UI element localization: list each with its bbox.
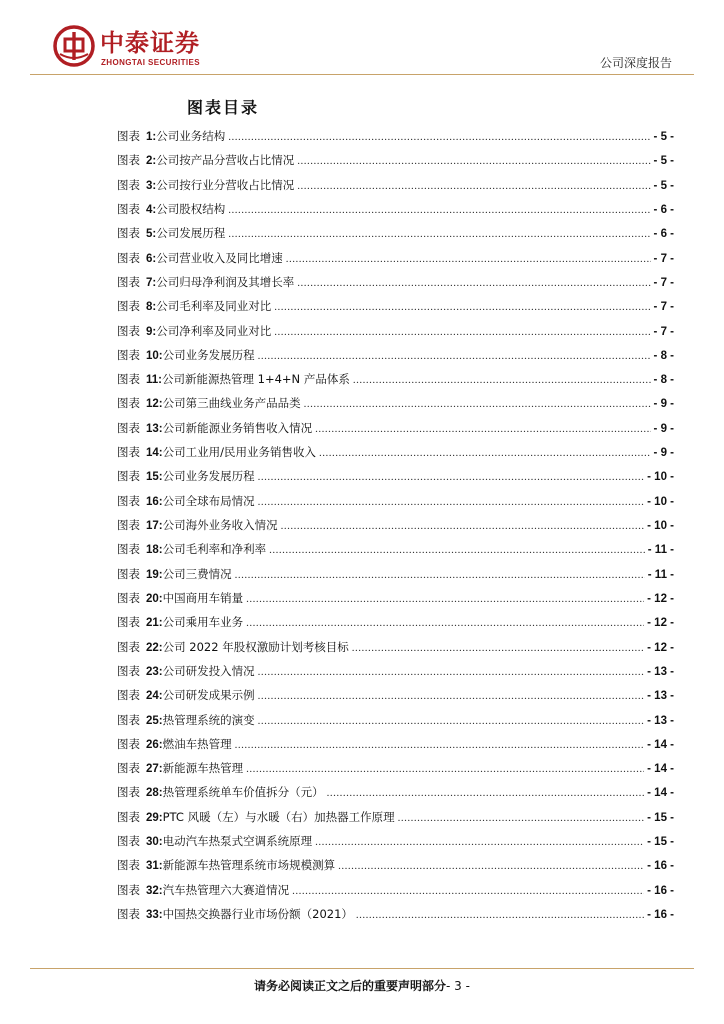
toc-entry-page: - 8 - bbox=[653, 374, 674, 387]
toc-entry-prefix: 图表 bbox=[117, 566, 140, 581]
toc-entry[interactable] bbox=[117, 736, 674, 760]
toc-entry-number: 9: bbox=[146, 325, 157, 338]
toc-entry-number: 12: bbox=[146, 398, 163, 411]
toc-entry-number: 31: bbox=[146, 860, 163, 873]
toc-entry-title: 汽车热管理六大赛道情况 bbox=[162, 882, 290, 897]
toc-entry-title: 公司按产品分营收占比情况 bbox=[156, 153, 295, 168]
toc-entry-number: 5: bbox=[146, 228, 157, 241]
toc-entry[interactable] bbox=[117, 712, 674, 736]
toc-entry-label bbox=[117, 857, 335, 874]
footer-notice: 请务必阅读正文之后的重要声明部分 bbox=[254, 979, 447, 993]
toc-entry[interactable] bbox=[117, 784, 674, 808]
toc-entry[interactable] bbox=[117, 517, 674, 541]
toc-entry-label bbox=[117, 371, 350, 388]
toc-entry-page: - 10 - bbox=[647, 471, 674, 484]
toc-entry-label bbox=[117, 444, 316, 461]
toc-entry-number: 27: bbox=[146, 763, 163, 776]
page-header bbox=[0, 0, 724, 80]
toc-dot-leader bbox=[398, 810, 645, 826]
toc-dot-leader bbox=[274, 299, 650, 315]
toc-entry-label bbox=[117, 906, 353, 923]
toc-entry[interactable] bbox=[117, 395, 674, 419]
toc-dot-leader bbox=[353, 372, 651, 388]
toc-entry-label bbox=[117, 590, 243, 607]
toc-entry-prefix: 图表 bbox=[117, 688, 140, 703]
toc-entry[interactable] bbox=[117, 541, 674, 565]
toc-entry[interactable] bbox=[117, 687, 674, 711]
toc-entry-title: PTC 风暖（左）与水暖（右）加热器工作原理 bbox=[162, 809, 395, 824]
toc-dot-leader bbox=[292, 883, 644, 899]
toc-dot-leader bbox=[269, 542, 645, 558]
toc-entry-page: - 12 - bbox=[647, 617, 674, 630]
toc-entry[interactable] bbox=[117, 566, 674, 590]
toc-entry-title: 燃油车热管理 bbox=[162, 736, 232, 751]
toc-entry-page: - 13 - bbox=[647, 665, 674, 678]
toc-entry-number: 21: bbox=[146, 617, 163, 630]
toc-entry-title: 公司业务发展历程 bbox=[162, 469, 255, 484]
toc-dot-leader bbox=[297, 178, 650, 194]
toc-entry-prefix: 图表 bbox=[117, 712, 140, 727]
toc-entry-number: 13: bbox=[146, 422, 163, 435]
toc-entry-label bbox=[117, 663, 255, 680]
toc-entry-title: 电动汽车热泵式空调系统原理 bbox=[162, 834, 313, 849]
toc-entry-page: - 5 - bbox=[653, 179, 674, 192]
toc-entry-title: 公司全球布局情况 bbox=[162, 493, 255, 508]
toc-entry-number: 19: bbox=[146, 568, 163, 581]
toc-entry-prefix: 图表 bbox=[117, 250, 140, 265]
toc-entry[interactable] bbox=[117, 882, 674, 906]
toc-entry-page: - 15 - bbox=[647, 811, 674, 824]
toc-entry-number: 29: bbox=[146, 811, 163, 824]
toc-entry[interactable] bbox=[117, 177, 674, 201]
toc-entry-number: 11: bbox=[146, 374, 162, 387]
toc-dot-leader bbox=[356, 907, 644, 923]
toc-entry-prefix: 图表 bbox=[117, 274, 140, 289]
header-divider bbox=[30, 74, 694, 75]
toc-entry-title: 公司研发成果示例 bbox=[162, 688, 255, 703]
toc-entry-page: - 9 - bbox=[653, 398, 674, 411]
brand-name-cn: 中泰证券 bbox=[100, 29, 200, 57]
toc-entry-label bbox=[117, 687, 255, 704]
toc-entry-label bbox=[117, 566, 232, 583]
toc-entry[interactable] bbox=[117, 444, 674, 468]
toc-heading: 图表目录 bbox=[187, 98, 260, 117]
toc-entry-prefix: 图表 bbox=[117, 226, 140, 241]
toc-dot-leader bbox=[228, 129, 650, 145]
toc-entry-title: 公司股权结构 bbox=[156, 201, 226, 216]
toc-entry-prefix: 图表 bbox=[117, 347, 140, 362]
toc-entry[interactable] bbox=[117, 639, 674, 663]
toc-entry-page: - 9 - bbox=[653, 447, 674, 460]
toc-entry-prefix: 图表 bbox=[117, 639, 140, 654]
toc-dot-leader bbox=[258, 688, 645, 704]
toc-entry-title: 公司 2022 年股权激励计划考核目标 bbox=[162, 639, 349, 654]
toc-entry-number: 32: bbox=[146, 884, 163, 897]
toc-entry-prefix: 图表 bbox=[117, 299, 140, 314]
toc-entry-prefix: 图表 bbox=[117, 907, 140, 921]
toc-dot-leader bbox=[246, 615, 644, 631]
toc-entry-prefix: 图表 bbox=[117, 809, 140, 824]
toc-dot-leader bbox=[258, 494, 645, 510]
toc-entry-page: - 15 - bbox=[647, 836, 674, 849]
toc-entry-prefix: 图表 bbox=[117, 834, 140, 849]
toc-entry-label bbox=[117, 201, 225, 218]
toc-entry-label bbox=[117, 736, 232, 753]
toc-entry-page: - 9 - bbox=[653, 422, 674, 435]
toc-dot-leader bbox=[304, 396, 651, 412]
toc-entry-title: 热管理系统的演变 bbox=[162, 712, 255, 727]
toc-entry-prefix: 图表 bbox=[117, 323, 140, 338]
toc-entry[interactable] bbox=[117, 274, 674, 298]
toc-entry-number: 7: bbox=[146, 276, 157, 289]
toc-entry-label bbox=[117, 420, 312, 437]
toc-entry-number: 24: bbox=[146, 690, 163, 703]
toc-entry-number: 14: bbox=[146, 447, 163, 460]
toc-entry-title: 新能源车热管理系统市场规模测算 bbox=[162, 858, 336, 873]
toc-entry-prefix: 图表 bbox=[117, 590, 140, 605]
toc-entry-title: 公司按行业分营收占比情况 bbox=[156, 177, 295, 192]
toc-entry-number: 23: bbox=[146, 665, 163, 678]
toc-entry-label bbox=[117, 833, 312, 850]
toc-entry-title: 公司毛利率和净利率 bbox=[162, 542, 267, 557]
toc-dot-leader bbox=[258, 713, 645, 729]
toc-entry-number: 33: bbox=[146, 909, 163, 921]
toc-entry-number: 1: bbox=[146, 131, 157, 143]
toc-entry-title: 热管理系统单车价值拆分（元） bbox=[162, 785, 324, 800]
toc-entry-page: - 14 - bbox=[647, 787, 674, 800]
toc-entry-page: - 6 - bbox=[653, 203, 674, 216]
toc-entry-number: 15: bbox=[146, 471, 163, 484]
toc-entry[interactable] bbox=[117, 225, 674, 249]
toc-entry-label bbox=[117, 274, 294, 291]
toc-dot-leader bbox=[258, 664, 645, 680]
toc-dot-leader bbox=[235, 567, 645, 583]
toc-entry-number: 4: bbox=[146, 203, 157, 216]
toc-entry[interactable] bbox=[117, 906, 674, 930]
toc-entry-title: 公司新能源业务销售收入情况 bbox=[162, 420, 313, 435]
toc-entry[interactable] bbox=[117, 833, 674, 857]
toc-dot-leader bbox=[281, 518, 645, 534]
toc-entry-number: 26: bbox=[146, 738, 163, 751]
toc-entry-title: 新能源车热管理 bbox=[162, 761, 244, 776]
toc-dot-leader bbox=[258, 469, 645, 485]
toc-entry-page: - 5 - bbox=[653, 155, 674, 168]
toc-dot-leader bbox=[258, 348, 651, 364]
toc-entry[interactable] bbox=[117, 760, 674, 784]
report-type-label: 公司深度报告 bbox=[599, 56, 672, 70]
toc-entry-number: 18: bbox=[146, 544, 163, 557]
toc-entry-label bbox=[117, 809, 395, 826]
toc-entry-label bbox=[117, 614, 243, 631]
toc-entry-prefix: 图表 bbox=[117, 445, 140, 460]
toc-entry-title: 公司研发投入情况 bbox=[162, 663, 255, 678]
toc-entry-label bbox=[117, 347, 255, 364]
toc-dot-leader bbox=[327, 785, 645, 801]
toc-dot-leader bbox=[338, 858, 644, 874]
toc-entry-page: - 6 - bbox=[653, 228, 674, 241]
toc-entry-label bbox=[117, 225, 225, 242]
toc-entry-title: 公司工业用/民用业务销售收入 bbox=[162, 445, 316, 460]
toc-entry[interactable] bbox=[117, 128, 674, 152]
toc-entry-page: - 16 - bbox=[647, 860, 674, 873]
toc-entry[interactable] bbox=[117, 614, 674, 638]
footer-divider bbox=[30, 968, 694, 969]
toc-entry-label bbox=[117, 760, 243, 777]
toc-entry-page: - 13 - bbox=[647, 714, 674, 727]
toc-entry-prefix: 图表 bbox=[117, 396, 140, 411]
toc-dot-leader bbox=[228, 226, 650, 242]
brand-name-en: ZHONGTAI SECURITIES bbox=[101, 58, 201, 67]
toc-entry-page: - 7 - bbox=[653, 276, 674, 289]
toc-entry[interactable] bbox=[117, 857, 674, 881]
toc-entry-label bbox=[117, 323, 271, 340]
toc-entry-page: - 14 - bbox=[647, 738, 674, 751]
toc-entry-number: 16: bbox=[146, 495, 163, 508]
toc-entry-title: 公司净利率及同业对比 bbox=[156, 323, 272, 338]
toc-entry-number: 8: bbox=[146, 301, 157, 314]
toc-entry-prefix: 图表 bbox=[117, 761, 140, 776]
page-footer bbox=[0, 977, 724, 994]
toc-entry-label bbox=[117, 250, 283, 267]
toc-entry-prefix: 图表 bbox=[117, 469, 140, 484]
toc-entry[interactable] bbox=[117, 323, 674, 347]
toc-dot-leader bbox=[286, 251, 651, 267]
toc-entry-page: - 5 - bbox=[653, 131, 674, 143]
toc-entry-prefix: 图表 bbox=[117, 129, 140, 143]
toc-dot-leader bbox=[246, 761, 644, 777]
toc-entry-prefix: 图表 bbox=[117, 663, 140, 678]
toc-dot-leader bbox=[319, 445, 651, 461]
toc-entry-title: 公司第三曲线业务产品品类 bbox=[162, 396, 301, 411]
toc-entry-prefix: 图表 bbox=[117, 882, 140, 897]
toc-dot-leader bbox=[352, 640, 644, 656]
toc-entry-title: 中国商用车销量 bbox=[162, 590, 244, 605]
toc-entry-title: 公司三费情况 bbox=[162, 566, 232, 581]
toc-entry[interactable] bbox=[117, 809, 674, 833]
toc-entry-number: 2: bbox=[146, 155, 157, 168]
toc-entry-title: 公司新能源热管理 1+4+N 产品体系 bbox=[162, 372, 350, 387]
toc-entry-label bbox=[117, 784, 324, 801]
toc-entry-label bbox=[117, 177, 294, 194]
toc-entry-title: 公司发展历程 bbox=[156, 226, 226, 241]
toc-entry-label bbox=[117, 639, 349, 656]
toc-dot-leader bbox=[228, 202, 650, 218]
toc-entry-prefix: 图表 bbox=[117, 858, 140, 873]
toc-dot-leader bbox=[315, 834, 644, 850]
toc-dot-leader bbox=[246, 591, 644, 607]
toc-entry-title: 公司营业收入及同比增速 bbox=[156, 250, 283, 265]
toc-entry-prefix: 图表 bbox=[117, 201, 140, 216]
toc-entry-title: 公司归母净利润及其增长率 bbox=[156, 274, 295, 289]
toc-entry[interactable] bbox=[117, 493, 674, 517]
toc-entry-prefix: 图表 bbox=[117, 372, 140, 387]
toc-entry-page: - 7 - bbox=[653, 325, 674, 338]
toc-entry-prefix: 图表 bbox=[117, 736, 140, 751]
toc-list bbox=[117, 128, 674, 930]
toc-entry[interactable] bbox=[117, 250, 674, 274]
zhongtai-logo-icon bbox=[52, 24, 96, 68]
toc-entry[interactable] bbox=[117, 371, 674, 395]
toc-entry-page: - 14 - bbox=[647, 763, 674, 776]
toc-entry-page: - 10 - bbox=[647, 495, 674, 508]
toc-dot-leader bbox=[315, 421, 650, 437]
toc-entry-page: - 13 - bbox=[647, 690, 674, 703]
toc-entry-title: 公司业务发展历程 bbox=[162, 347, 255, 362]
toc-dot-leader bbox=[297, 275, 650, 291]
toc-entry-page: - 11 - bbox=[647, 544, 674, 557]
toc-entry-page: - 10 - bbox=[647, 520, 674, 532]
toc-entry-label bbox=[117, 517, 278, 534]
footer-page-number: - 3 - bbox=[446, 979, 470, 993]
toc-entry-prefix: 图表 bbox=[117, 177, 140, 192]
toc-entry-number: 30: bbox=[146, 836, 163, 849]
toc-entry-prefix: 图表 bbox=[117, 153, 140, 168]
toc-entry-number: 22: bbox=[146, 641, 163, 654]
toc-entry-number: 6: bbox=[146, 252, 157, 265]
toc-entry-prefix: 图表 bbox=[117, 615, 140, 630]
toc-entry[interactable] bbox=[117, 663, 674, 687]
toc-dot-leader bbox=[235, 737, 645, 753]
toc-entry-label bbox=[117, 493, 255, 510]
toc-entry-title: 公司乘用车业务 bbox=[162, 615, 244, 630]
toc-entry[interactable] bbox=[117, 468, 674, 492]
toc-entry-page: - 12 - bbox=[647, 592, 674, 605]
toc-entry-number: 28: bbox=[146, 787, 163, 800]
toc-entry-label bbox=[117, 468, 255, 485]
toc-entry-label bbox=[117, 298, 271, 315]
toc-entry-prefix: 图表 bbox=[117, 420, 140, 435]
toc-entry-page: - 8 - bbox=[653, 349, 674, 362]
toc-entry[interactable] bbox=[117, 201, 674, 225]
toc-entry-page: - 16 - bbox=[647, 909, 674, 921]
toc-entry-label bbox=[117, 541, 266, 558]
toc-entry-page: - 12 - bbox=[647, 641, 674, 654]
toc-entry[interactable] bbox=[117, 298, 674, 322]
toc-entry-title: 公司业务结构 bbox=[156, 129, 226, 143]
toc-entry-label bbox=[117, 395, 301, 412]
toc-entry-title: 中国热交换器行业市场份额（2021） bbox=[162, 907, 353, 921]
toc-entry-prefix: 图表 bbox=[117, 518, 140, 532]
toc-dot-leader bbox=[274, 324, 650, 340]
toc-entry-title: 公司海外业务收入情况 bbox=[162, 518, 278, 532]
toc-dot-leader bbox=[297, 153, 650, 169]
toc-entry[interactable] bbox=[117, 347, 674, 371]
toc-entry[interactable] bbox=[117, 152, 674, 176]
toc-entry-title: 公司毛利率及同业对比 bbox=[156, 299, 272, 314]
toc-entry-prefix: 图表 bbox=[117, 785, 140, 800]
toc-entry-number: 17: bbox=[146, 520, 163, 532]
toc-entry-page: - 7 - bbox=[653, 301, 674, 314]
toc-entry-number: 10: bbox=[146, 349, 163, 362]
toc-entry[interactable] bbox=[117, 590, 674, 614]
toc-entry[interactable] bbox=[117, 420, 674, 444]
toc-entry-label bbox=[117, 882, 289, 899]
toc-entry-label bbox=[117, 712, 255, 729]
toc-entry-prefix: 图表 bbox=[117, 493, 140, 508]
toc-entry-prefix: 图表 bbox=[117, 542, 140, 557]
toc-entry-number: 20: bbox=[146, 592, 163, 605]
toc-entry-page: - 11 - bbox=[647, 568, 674, 581]
toc-entry-number: 3: bbox=[146, 179, 157, 192]
toc-entry-number: 25: bbox=[146, 714, 163, 727]
toc-entry-page: - 7 - bbox=[653, 252, 674, 265]
toc-entry-page: - 16 - bbox=[647, 884, 674, 897]
toc-entry-label bbox=[117, 128, 225, 145]
toc-entry-label bbox=[117, 152, 294, 169]
